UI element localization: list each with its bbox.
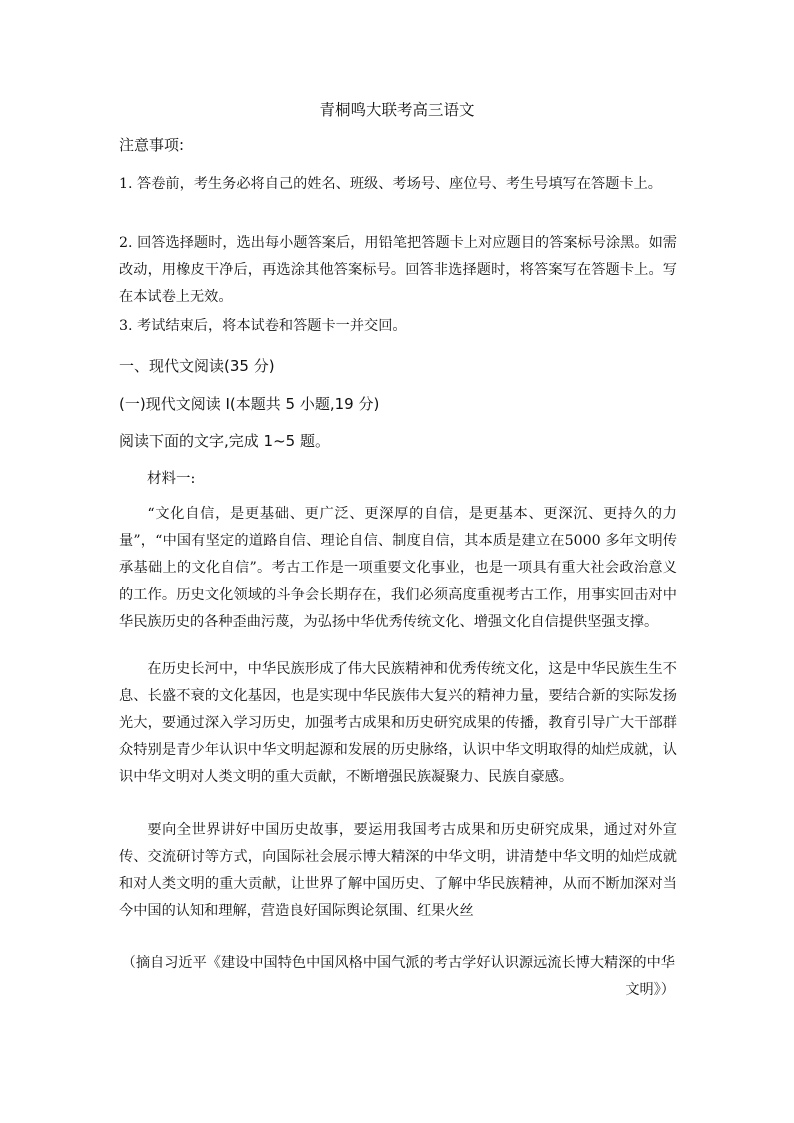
page-title: 青桐鸣大联考高三语文 — [319, 101, 475, 119]
notice-heading: 注意事项: — [119, 136, 185, 154]
reading-instruction: 阅读下面的文字,完成 1~5 题。 — [119, 432, 330, 450]
material-source: （摘自习近平《建设中国特色中国风格中国气派的考古学好认识源远流长博大精深的中华文明》） — [121, 955, 675, 998]
notice-item-3: 3. 考试结束后，将本试卷和答题卡一并交回。 — [119, 318, 407, 334]
material-paragraph-3: 要向全世界讲好中国历史故事，要运用我国考古成果和历史研究成果，通过对外宣传、交流研讨等方式，向国际社会展示博大精深的中华文明，讲清楚中华文明的灿烂成就和对人类文明的重大贡献，让世界了解中国历史、了解中华民族精神，从而不断加深对当今中国的认知和理解，营造良好国际舆论氛围、红果火丝 — [119, 822, 677, 919]
section-heading: 一、现代文阅读(35 分) — [119, 357, 275, 375]
material-paragraph-2: 在历史长河中，中华民族形成了伟大民族精神和优秀传统文化，这是中华民族生生不息、长盛不衰的文化基因，也是实现中华民族伟大复兴的精神力量，要结合新的实际发扬光大，要通过深入学习历史，加强考古成果和历史研究成果的传播，教育引导广大干部群众特别是青少年认识中华文明起源和发展的历史脉络，认识中华文明取得的灿烂成就，认识中华文明对人类文明的重大贡献，不断增强民族凝聚力、民族自豪感。 — [119, 661, 677, 785]
notice-item-1: 1. 答卷前，考生务必将自己的姓名、班级、考场号、座位号、考生号填写在答题卡上。 — [119, 176, 662, 192]
material-label: 材料一: — [147, 471, 196, 487]
subsection-heading: (一)现代文阅读 I(本题共 5 小题,19 分) — [119, 395, 380, 413]
notice-item-2: 2. 回答选择题时，选出每小题答案后，用铅笔把答题卡上对应题目的答案标号涂黑。如需改动，用橡皮干净后，再选涂其他答案标号。回答非选择题时，将答案写在答题卡上。写在本试卷上无效。 — [119, 235, 677, 305]
material-paragraph-1: “文化自信，是更基础、更广泛、更深厚的自信，是更基本、更深沉、更持久的力量”，“中国有坚定的道路自信、理论自信、制度自信，其本质是建立在5000 多年文明传承基础上的文化自信”。考古工作是一项重要文化事业，也是一项具有重大社会政治意义的工作。历史文化领域的斗争会长期存在，我们必须高度重视考古工作，用事实回击对中华民族历史的各种歪曲污蔑，为弘扬中华优秀传统文化、增强文化自信提供坚强支撑。 — [119, 506, 677, 630]
